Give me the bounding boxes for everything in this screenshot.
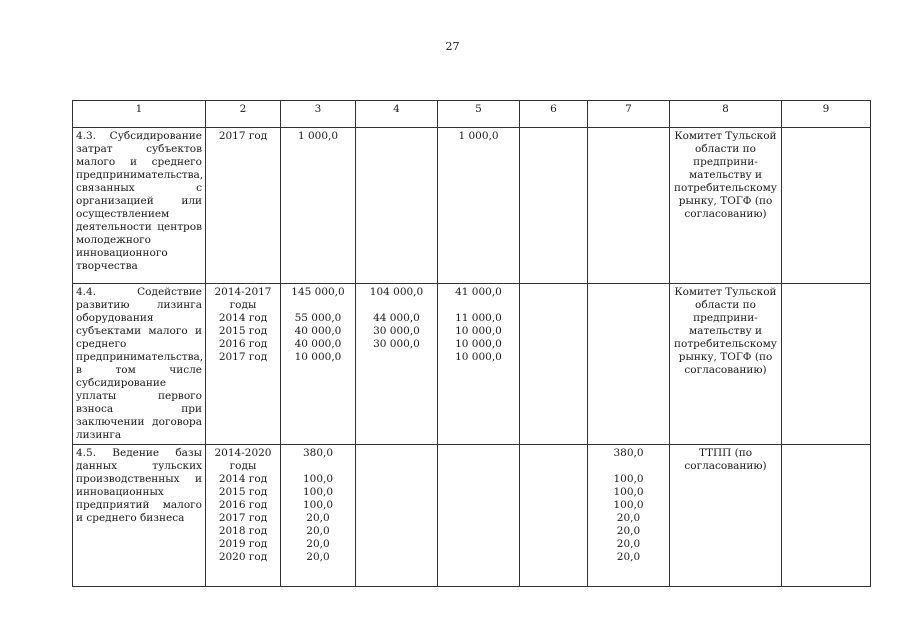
funds-col6-cell	[520, 284, 588, 445]
period-years: 2014 год 2015 год 2016 год 2017 год	[218, 312, 268, 363]
value-years: 100,0 100,0 100,0 20,0 20,0 20,0 20,0	[613, 473, 644, 563]
funds-col6-cell	[520, 445, 588, 587]
value-total: 380,0	[302, 447, 334, 459]
funds-total-cell	[281, 128, 356, 284]
value-years: 11 000,0 10 000,0 10 000,0 10 000,0	[455, 312, 502, 363]
col-header-5: 5	[438, 101, 520, 128]
funds-col5-cell	[438, 128, 520, 284]
period-cell	[206, 445, 281, 587]
col-header-1: 1	[73, 101, 206, 128]
executor-cell: ТТПП (по согласованию)	[670, 445, 782, 587]
program-table	[72, 100, 871, 587]
page-number: 27	[445, 40, 460, 53]
value-total: 41 000,0	[455, 286, 502, 298]
funds-col6-cell	[520, 128, 588, 284]
col9-cell	[782, 128, 871, 284]
col-header-9: 9	[782, 101, 871, 128]
col-header-3: 3	[281, 101, 356, 128]
funds-col7-cell	[588, 284, 670, 445]
col-header-4: 4	[356, 101, 438, 128]
period-cell	[206, 128, 281, 284]
funds-col5-cell	[438, 284, 520, 445]
period-years: 2014 год 2015 год 2016 год 2017 год 2018 год 2019 год 2020 год	[218, 473, 268, 563]
col-header-6: 6	[520, 101, 588, 128]
table-row	[73, 128, 871, 284]
value-total: 380,0	[613, 447, 644, 459]
funds-col7-cell	[588, 445, 670, 587]
funds-col4-cell	[356, 284, 438, 445]
table-row	[73, 284, 871, 445]
measure-name: 4.5. Ведение базы данных тульских производственных и инновационных предприятий малого и среднего бизнеса	[73, 445, 206, 587]
header-row	[73, 101, 871, 128]
funds-col7-cell	[588, 128, 670, 284]
funds-col5-cell	[438, 445, 520, 587]
measure-name: 4.4. Содействие развитию лизинга оборудования субъектами малого и среднего предпринимательства, в том числе субсидирование уплаты первого взноса при заключении договора лизинга	[73, 284, 206, 445]
period-cell	[206, 284, 281, 445]
funds-total-cell	[281, 445, 356, 587]
value-years: 100,0 100,0 100,0 20,0 20,0 20,0 20,0	[302, 473, 334, 563]
funds-col4-cell	[356, 445, 438, 587]
period-total: 2014-2020 годы	[214, 447, 272, 472]
value-years: 55 000,0 40 000,0 40 000,0 10 000,0	[294, 312, 342, 363]
value-years: 44 000,0 30 000,0 30 000,0	[373, 312, 420, 350]
period-total: 2014-2017 годы	[214, 286, 272, 311]
col9-cell	[782, 284, 871, 445]
value-total: 145 000,0	[291, 286, 345, 298]
col-header-8: 8	[670, 101, 782, 128]
funds-total-cell	[281, 284, 356, 445]
table-row	[73, 445, 871, 587]
value-total: 1 000,0	[297, 130, 339, 142]
funds-col4-cell	[356, 128, 438, 284]
measure-name: 4.3. Субсидирование затрат субъектов малого и среднего предпринимательства, связанных с организацией или осуществлением деятельности центров молодежного инновационного творчества	[73, 128, 206, 284]
executor-cell: Комитет Тульской области по предприни-мательству и потребительскому рынку, ТОГФ (по согласованию)	[670, 284, 782, 445]
col9-cell	[782, 445, 871, 587]
executor-cell: Комитет Тульской области по предприни-мательству и потребительскому рынку, ТОГФ (по согласованию)	[670, 128, 782, 284]
period-total: 2017 год	[218, 130, 268, 142]
value-total: 1 000,0	[458, 130, 499, 142]
col-header-7: 7	[588, 101, 670, 128]
col-header-2: 2	[206, 101, 281, 128]
value-total: 104 000,0	[369, 286, 424, 298]
